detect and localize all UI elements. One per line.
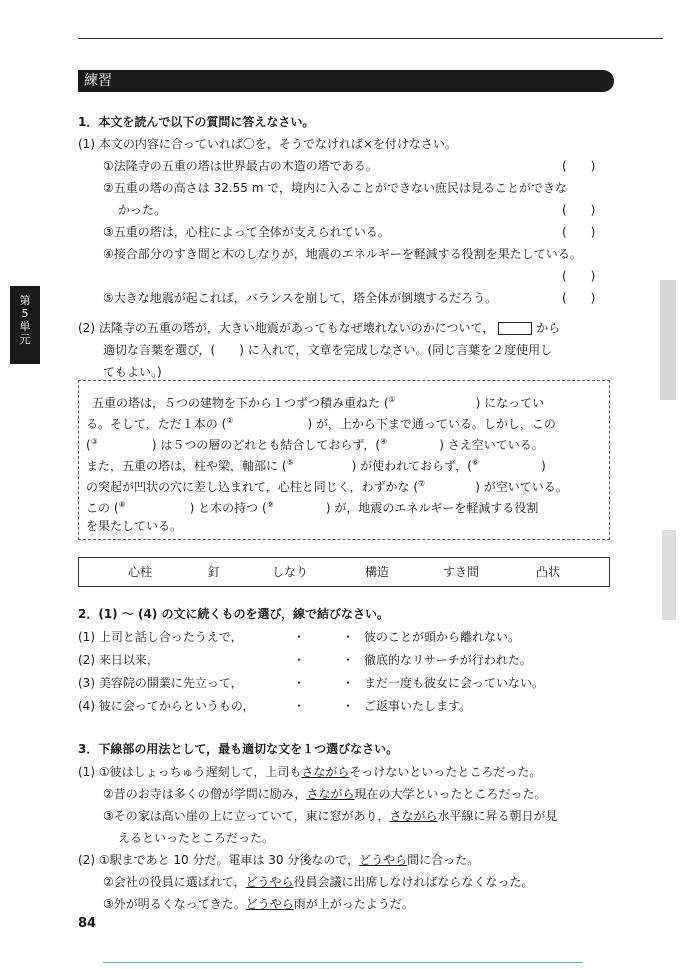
q1-part2-text: から — [536, 321, 561, 335]
underlined-word: さながら — [389, 809, 438, 823]
scan-noise — [660, 280, 676, 400]
underlined-word: どうやら — [245, 875, 294, 889]
answer-paren[interactable]: ( ) — [562, 203, 596, 217]
word-choice: しなり — [272, 565, 309, 579]
sentence-text: そっけないといったところだった。 — [349, 765, 542, 779]
q2-left-dot[interactable]: ・ — [293, 653, 306, 667]
q2-left-item: (1) 上司と話し合ったうえで， — [78, 630, 243, 644]
passage-text: ) が使われておらず，( — [351, 459, 472, 473]
q2-right-item: まだ一度も彼女に会っていない。 — [364, 676, 545, 690]
side-tab-char: 元 — [19, 333, 31, 346]
side-tab-char: 5 — [21, 307, 29, 320]
q1-part2-instruction — [78, 320, 560, 336]
q1-part2-instruction: 適切な言葉を選び，( ) に入れて，文章を完成しなさい。(同じ言葉を２度使用し — [103, 343, 553, 357]
underlined-word: どうやら — [245, 897, 294, 911]
answer-paren[interactable]: ( ) — [562, 291, 596, 305]
answer-paren[interactable]: ( ) — [562, 225, 596, 239]
q2-left-item: (3) 美容院の開業に先立って， — [78, 676, 243, 690]
q2-right-item: 彼のことが頭から離れない。 — [364, 630, 521, 644]
word-choice: 凸状 — [536, 565, 561, 579]
passage-text: ) と木の持つ ( — [189, 501, 267, 515]
passage-line — [92, 392, 544, 411]
passage-line: を果たしている。 — [86, 519, 183, 533]
underlined-word: どうやら — [359, 853, 408, 867]
q1-item: ③五重の塔は，心柱によって全体が支えられている。 — [103, 225, 390, 239]
q3-title: 3．下線部の用法として，最も適切な文を１つ選びなさい。 — [78, 742, 399, 756]
q1-item-continued: かった。 — [118, 203, 167, 217]
q2-left-item: (2) 来日以来， — [78, 653, 159, 667]
blank-number: ⑨ — [266, 500, 274, 509]
sentence-text: ②昔のお寺は多くの僧が学問に励み， — [103, 787, 307, 801]
passage-line — [86, 497, 538, 516]
q1-part2-instruction: てもよい。) — [103, 365, 162, 379]
q2-left-dot[interactable]: ・ — [293, 699, 306, 713]
q1-item: ⑤大きな地震が起これば，バランスを崩して，塔全体が倒壊するだろう。 — [103, 291, 498, 305]
passage-text: ) さえ空いている。 — [439, 438, 544, 452]
passage-text: ) は５つの層のどれとも結合しておらず，( — [151, 438, 381, 452]
sentence-text: ③外が明るくなってきた。 — [103, 897, 246, 911]
q2-right-item: 徹底的なリサーチが行われた。 — [364, 653, 532, 667]
sentence-text: 役員会議に出席しなければならなくなった。 — [293, 875, 534, 889]
passage-text: の突起が凹状の穴に差し込まれて，心柱と同じく，わずかな ( — [86, 480, 419, 494]
answer-paren[interactable]: ( ) — [562, 159, 596, 173]
q3-sentence — [103, 874, 534, 890]
q3-sentence — [103, 896, 414, 912]
word-choice-box — [78, 557, 610, 587]
side-tab-char: 第 — [19, 294, 31, 307]
word-box-icon — [498, 322, 532, 335]
word-choice: すき間 — [443, 565, 480, 579]
blank-number: ① — [388, 395, 396, 404]
word-choice: 構造 — [365, 565, 390, 579]
q2-left-dot[interactable]: ・ — [293, 676, 306, 690]
passage-text: 五重の塔は，５つの建物を下から１つずつ積み重ねた ( — [92, 396, 389, 410]
sentence-text: (2) ①駅まであと 10 分だ。電車は 30 分後なので， — [78, 853, 360, 867]
q3-sentence — [78, 764, 541, 780]
page-number: 84 — [78, 916, 97, 931]
word-choice: 釘 — [208, 565, 221, 579]
q2-right-dot[interactable]: ・ — [342, 653, 355, 667]
q2-title: 2．(1) ～ (4) の文に続くものを選び，線で結びなさい。 — [78, 607, 390, 621]
passage-line — [86, 476, 568, 495]
scan-noise — [662, 530, 676, 620]
passage-text: ) — [541, 459, 546, 473]
q1-part1-instruction: (1) 本文の内容に合っていれば〇を，そうでなければ×を付けなさい。 — [78, 137, 457, 151]
underlined-word: さながら — [306, 787, 355, 801]
passage-line — [86, 413, 556, 432]
q2-left-dot[interactable]: ・ — [293, 630, 306, 644]
q2-right-dot[interactable]: ・ — [342, 699, 355, 713]
q3-sentence — [103, 808, 558, 824]
blank-number: ② — [226, 416, 234, 425]
passage-text: この ( — [86, 501, 119, 515]
sentence-text: 雨が上がったようだ。 — [293, 897, 414, 911]
q2-left-item: (4) 彼に会ってからというもの， — [78, 699, 255, 713]
blank-number: ⑦ — [418, 479, 426, 488]
sentence-text: (1) ①彼はしょっちゅう遅刻して，上司も — [78, 765, 302, 779]
word-choice: 心柱 — [128, 565, 153, 579]
top-rule — [78, 38, 663, 39]
q2-right-dot[interactable]: ・ — [342, 630, 355, 644]
bottom-rule — [103, 962, 583, 963]
section-banner: 練習 — [78, 70, 614, 92]
passage-text: また，五重の塔は，柱や梁，軸部に ( — [86, 459, 287, 473]
passage-text: る。そして，ただ１本の ( — [86, 417, 227, 431]
blank-number: ③ — [90, 437, 98, 446]
q3-sentence — [103, 786, 547, 802]
sentence-text: 間に合った。 — [407, 853, 480, 867]
q3-sentence — [78, 852, 479, 868]
q2-right-dot[interactable]: ・ — [342, 676, 355, 690]
q3-sentence-continued: えるといったところだった。 — [118, 831, 275, 845]
underlined-word: さながら — [301, 765, 350, 779]
q1-item: ②五重の塔の高さは 32.55 m で，境内に入ることができない庶民は見ることができな — [103, 181, 568, 195]
q1-part2-text: (2) 法隆寺の五重の塔が，大きい地震があってもなぜ壊れないのかについて， — [78, 321, 495, 335]
blank-number: ⑥ — [471, 458, 480, 467]
passage-line — [86, 434, 544, 453]
passage-text: ) になってい — [475, 396, 545, 410]
blank-number: ④ — [380, 437, 388, 446]
answer-paren[interactable]: ( ) — [562, 269, 596, 283]
passage-line — [86, 455, 546, 474]
passage-text: ) が，地震のエネルギーを軽減する役割 — [325, 501, 539, 515]
unit-side-tab — [10, 286, 40, 364]
passage-text: ) が，上から下まで通っている。しかし，この — [307, 417, 556, 431]
blank-number: ⑧ — [118, 500, 126, 509]
sentence-text: ②会社の役員に選ばれて， — [103, 875, 246, 889]
q1-title: 1．本文を読んで以下の質問に答えなさい。 — [78, 115, 315, 129]
q1-item: ①法隆寺の五重の塔は世界最古の木造の塔である。 — [103, 159, 378, 173]
q2-right-item: ご返事いたします。 — [364, 699, 472, 713]
q1-item: ④接合部分のすき間と木のしなりが，地震のエネルギーを軽減する役割を果たしている。 — [103, 247, 582, 261]
side-tab-char: 単 — [19, 320, 31, 333]
sentence-text: 水平線に昇る朝日が見 — [437, 809, 558, 823]
sentence-text: 現在の大学といったところだった。 — [354, 787, 547, 801]
passage-text: ) が空いている。 — [475, 480, 568, 494]
passage-text: ( — [86, 438, 91, 452]
blank-number: ⑤ — [286, 458, 294, 467]
sentence-text: ③その家は高い崖の上に立っていて，東に窓があり， — [103, 809, 390, 823]
scan-edge-artifact — [658, 60, 680, 960]
